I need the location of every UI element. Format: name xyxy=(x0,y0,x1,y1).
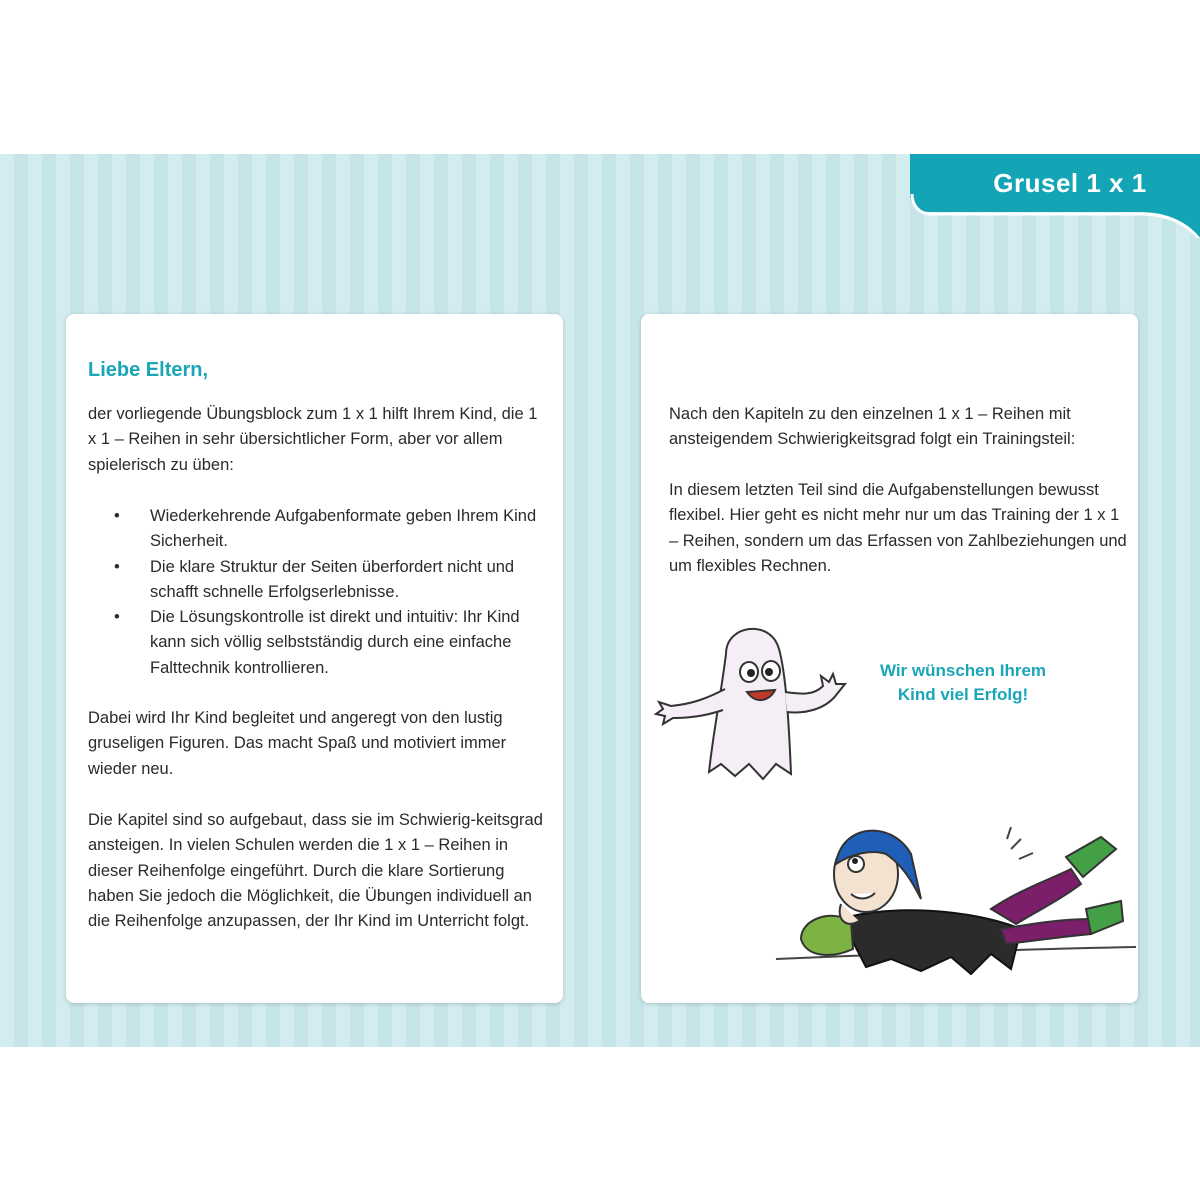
intro-paragraph: der vorliegende Übungsblock zum 1 x 1 hilft Ihrem Kind, die 1 x 1 – Reihen in sehr übersichtlicher Form, aber vor allem spielerisch zu üben: xyxy=(88,405,538,474)
greeting-heading: Liebe Eltern, xyxy=(88,359,209,381)
training-intro-paragraph: Nach den Kapiteln zu den einzelnen 1 x 1 – Reihen mit ansteigendem Schwierigkeitsgrad folgt ein Trainingsteil: xyxy=(669,405,1076,449)
ghost-illustration xyxy=(651,614,851,794)
wish-message xyxy=(863,659,1063,707)
list-item: • Die Lösungskontrolle ist direkt und intuitiv: Ihr Kind kann sich völlig selbstständig durch eine einfache Falttechnik kontrollieren. xyxy=(114,605,554,681)
wish-line-2: Kind viel Erfolg! xyxy=(897,685,1029,704)
chapters-paragraph: Die Kapitel sind so aufgebaut, dass sie im Schwierig-keitsgrad ansteigen. In vielen Schulen werden die 1 x 1 – Reihen in dieser Reihenfolge eingeführt. Durch die klare Sortierung haben Sie jedoch die Möglichkeit, die Übungen individuell an die Reihenfolge anzupassen, der Ihr Kind im Unterricht folgt. xyxy=(88,811,543,931)
left-card xyxy=(66,314,563,1003)
list-item: • Die klare Struktur der Seiten überfordert nicht und schafft schnelle Erfolgserlebnisse. xyxy=(114,555,554,606)
figures-paragraph: Dabei wird Ihr Kind begleitet und angeregt von den lustig gruseligen Figuren. Das macht Spaß und motiviert immer wieder neu. xyxy=(88,709,507,778)
page-spread xyxy=(0,154,1200,1047)
right-card xyxy=(641,314,1138,1003)
wish-line-1: Wir wünschen Ihrem xyxy=(879,661,1047,680)
training-detail-paragraph: In diesem letzten Teil sind die Aufgabenstellungen bewusst flexibel. Hier geht es nicht mehr nur um das Training der 1 x 1 – Reihen, sondern um das Erfassen von Zahlbeziehungen und um flexibles Rechnen. xyxy=(669,481,1127,575)
benefit-list xyxy=(114,504,554,681)
header-title: Grusel 1 x 1 xyxy=(993,168,1147,198)
list-item: • Wiederkehrende Aufgabenformate geben Ihrem Kind Sicherheit. xyxy=(114,504,554,555)
header-tab xyxy=(910,154,1200,238)
vampire-illustration xyxy=(771,809,1141,979)
